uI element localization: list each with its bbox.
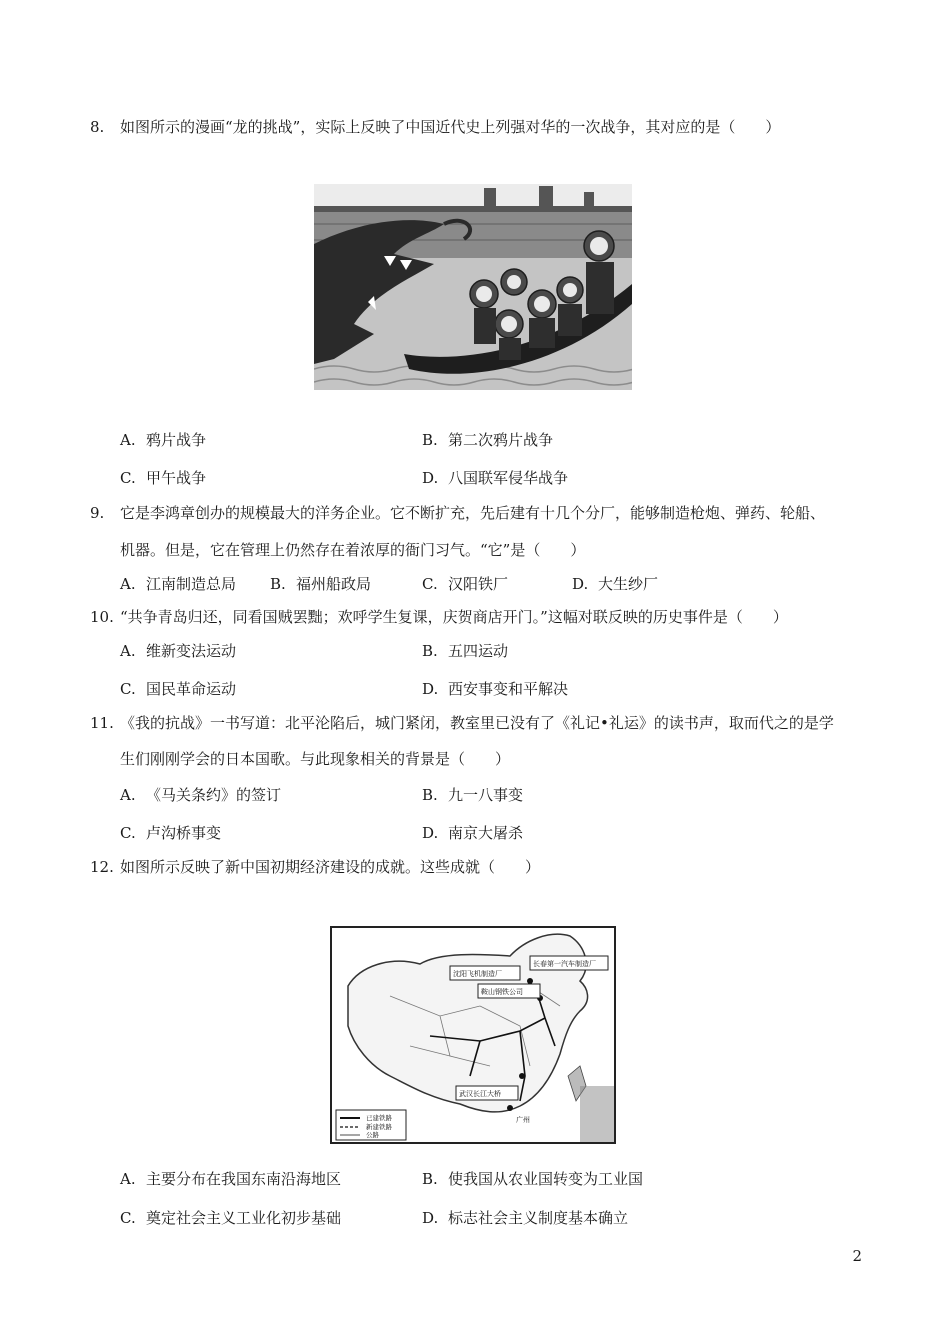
q9-option-b[interactable] [270, 574, 371, 594]
q11-option-b-key: B. [422, 786, 438, 804]
q9-option-a-text: 江南制造总局 [146, 575, 237, 593]
q10-option-d-text: 西安事变和平解决 [448, 680, 569, 698]
q11-option-c-text: 卢沟桥事变 [146, 824, 222, 842]
q11-option-d-text: 南京大屠杀 [448, 824, 524, 842]
q12-option-d[interactable] [422, 1208, 628, 1228]
q12-option-c[interactable] [120, 1208, 341, 1228]
q11-option-b-text: 九一八事变 [448, 786, 524, 804]
q9-option-b-text: 福州船政局 [296, 575, 372, 593]
q8-option-c-key: C. [120, 469, 136, 487]
dragon-challenge-cartoon [314, 184, 632, 390]
q8-option-a-key: A. [120, 431, 136, 449]
q11-option-b[interactable] [422, 785, 523, 805]
q9-number: 9. [90, 504, 105, 522]
q10-option-a-key: A. [120, 642, 136, 660]
q8-option-d-key: D. [422, 469, 439, 487]
q8-number: 8. [90, 118, 105, 136]
china-map [330, 926, 616, 1144]
q11-option-d-key: D. [422, 824, 439, 842]
q12-stem: 如图所示反映了新中国初期经济建设的成就。这些成就（ ） [120, 858, 541, 876]
map-label-shenyang: 沈阳飞机制造厂 [453, 970, 502, 978]
q8-option-d[interactable] [422, 468, 568, 488]
q12-option-c-key: C. [120, 1209, 136, 1227]
q8-stem: 如图所示的漫画“龙的挑战”，实际上反映了中国近代史上列强对华的一次战争，其对应的是（ ） [120, 118, 781, 136]
q12-number: 12. [90, 858, 114, 876]
q11-option-c-key: C. [120, 824, 136, 842]
q12-option-a-key: A. [120, 1170, 136, 1188]
q10-option-c-text: 国民革命运动 [146, 680, 237, 698]
q12-option-b-key: B. [422, 1170, 438, 1188]
q10-number: 10. [90, 608, 114, 626]
q12-option-b[interactable] [422, 1169, 643, 1189]
q8-option-b-text: 第二次鸦片战争 [448, 431, 554, 449]
legend-label-new-railway: 新建铁路 [366, 1123, 392, 1131]
q9-option-c-key: C. [422, 575, 438, 593]
page-number: 2 [852, 1247, 862, 1265]
q10-option-a-text: 维新变法运动 [146, 642, 237, 660]
q11-option-a-text: 《马关条约》的签订 [146, 786, 282, 804]
industry-map-figure [330, 926, 616, 1144]
q12-option-c-text: 奠定社会主义工业化初步基础 [146, 1209, 342, 1227]
q9-option-c-text: 汉阳铁厂 [448, 575, 509, 593]
q10-option-a[interactable] [120, 641, 236, 661]
q11-stem-line-1: 《我的抗战》一书写道：北平沦陷后，城门紧闭，教室里已没有了《礼记•礼运》的读书声，取而代之的是学 [120, 714, 834, 732]
q11-option-c[interactable] [120, 823, 221, 843]
q9-option-d-key: D. [572, 575, 589, 593]
q8-option-c[interactable] [120, 468, 206, 488]
q9-option-d-text: 大生纱厂 [598, 575, 659, 593]
q10-option-d[interactable] [422, 679, 568, 699]
q10-option-b[interactable] [422, 641, 508, 661]
map-label-wuhan: 武汉长江大桥 [459, 1090, 501, 1098]
q11-stem-line-2: 生们刚刚学会的日本国歌。与此现象相关的背景是（ ） [120, 750, 511, 768]
q10-stem: “共争青岛归还，同看国贼罢黜；欢呼学生复课，庆贺商店开门。”这幅对联反映的历史事件是（ ） [120, 608, 788, 626]
q10-option-d-key: D. [422, 680, 439, 698]
q8-option-a-text: 鸦片战争 [146, 431, 207, 449]
q10-option-c[interactable] [120, 679, 236, 699]
map-label-guangzhou: 广州 [516, 1116, 530, 1124]
q10-option-b-text: 五四运动 [448, 642, 509, 660]
legend-label-built-railway: 已建铁路 [366, 1114, 392, 1122]
q8-option-c-text: 甲午战争 [146, 469, 207, 487]
q9-stem-line-2: 机器。但是，它在管理上仍然存在着浓厚的衙门习气。“它”是（ ） [120, 541, 586, 559]
q11-option-a-key: A. [120, 786, 136, 804]
q12-option-d-text: 标志社会主义制度基本确立 [448, 1209, 629, 1227]
q9-option-a-key: A. [120, 575, 136, 593]
q12-option-a[interactable] [120, 1169, 341, 1189]
q10-option-b-key: B. [422, 642, 438, 660]
q11-number: 11. [90, 714, 114, 732]
q12-option-b-text: 使我国从农业国转变为工业国 [448, 1170, 644, 1188]
map-label-changchun: 长春第一汽车制造厂 [533, 960, 596, 968]
q9-stem-line-1: 它是李鸿章创办的规模最大的洋务企业。它不断扩充，先后建有十几个分厂，能够制造枪炮、弹药、轮船、 [120, 504, 826, 522]
cartoon-drawing [314, 184, 632, 390]
q9-option-d[interactable] [572, 574, 658, 594]
q9-option-a[interactable] [120, 574, 236, 594]
q12-option-d-key: D. [422, 1209, 439, 1227]
q11-option-d[interactable] [422, 823, 523, 843]
q9-option-c[interactable] [422, 574, 508, 594]
q8-option-a[interactable] [120, 430, 206, 450]
q8-option-b-key: B. [422, 431, 438, 449]
q8-option-d-text: 八国联军侵华战争 [448, 469, 569, 487]
q12-option-a-text: 主要分布在我国东南沿海地区 [146, 1170, 342, 1188]
map-label-anshan: 鞍山钢铁公司 [481, 988, 523, 996]
legend-label-road: 公路 [366, 1131, 379, 1139]
q11-option-a[interactable] [120, 785, 281, 805]
q8-option-b[interactable] [422, 430, 553, 450]
q9-option-b-key: B. [270, 575, 286, 593]
q10-option-c-key: C. [120, 680, 136, 698]
